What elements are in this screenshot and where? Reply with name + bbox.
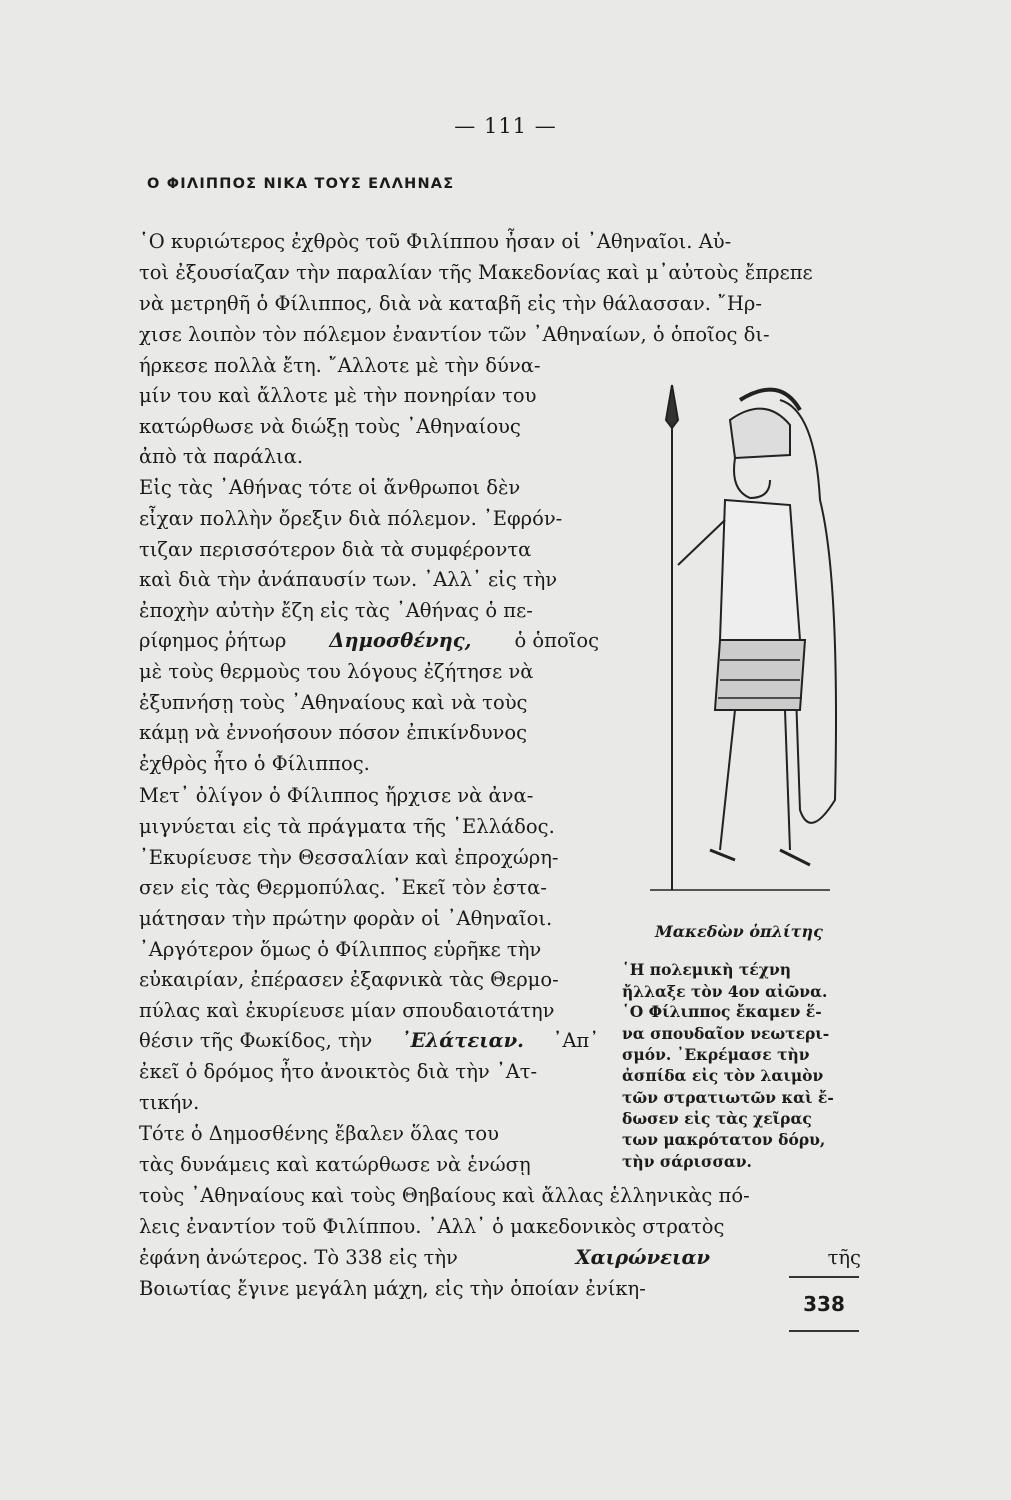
body-line <box>139 848 599 868</box>
body-line-text: ἐχθρὸς ἦτο ὁ Φίλιππος. <box>139 752 370 775</box>
face <box>734 458 770 498</box>
body-line-text: χισε λοιπὸν τὸν πόλεμον ἐναντίον τῶν ᾽Αθηναίων, ὁ ὁποῖος δι- <box>139 323 770 346</box>
body-line-continuation: ὁ ὁποῖος <box>514 629 599 652</box>
body-line <box>139 909 599 929</box>
body-line <box>139 509 599 529</box>
caption-line: ἤλλαξε τὸν 4ον αἰῶνα. <box>622 982 828 1001</box>
body-line <box>139 878 599 898</box>
body-line <box>139 723 599 743</box>
body-line-text: Βοιωτίας ἔγινε μεγάλη μάχη, εἰς τὴν ὁποίαν ἐνίκη- <box>139 1277 646 1300</box>
body-line-text: θέσιν τῆς Φωκίδος, τὴν <box>139 1029 373 1052</box>
spear-tip <box>666 385 678 428</box>
helmet <box>730 409 790 458</box>
body-line-text: λεις ἐναντίον τοῦ Φιλίππου. ᾽Αλλ᾽ ὁ μακεδονικὸς στρατὸς <box>139 1215 725 1238</box>
body-line-text: ρίφημος ῥήτωρ <box>139 629 287 652</box>
body-line-text: μὲ τοὺς θερμοὺς του λόγους ἐζήτησε νὰ <box>139 660 534 683</box>
body-line-text: μίν του καὶ ἄλλοτε μὲ τὴν πονηρίαν του <box>139 384 537 407</box>
body-line-text: σεν εἰς τὰς Θερμοπύλας. ᾽Εκεῖ τὸν ἐστα- <box>139 876 547 899</box>
margin-stamp: 338 <box>789 1276 859 1332</box>
body-line-text: ῾Ο κυριώτερος ἐχθρὸς τοῦ Φιλίππου ἦσαν οἱ ᾽Αθηναῖοι. Αὐ- <box>139 230 732 253</box>
body-line <box>139 478 599 498</box>
body-line <box>139 540 599 560</box>
body-line <box>139 1155 599 1175</box>
hoplite-drawing <box>640 380 850 900</box>
body-line <box>139 263 861 283</box>
caption-line: τῶν στρατιωτῶν καὶ ἔ- <box>622 1088 834 1107</box>
body-line <box>139 1248 861 1268</box>
body-line <box>139 1217 861 1237</box>
body-line <box>139 417 599 437</box>
body-line-text: Εἰς τὰς ᾽Αθήνας τότε οἱ ἄνθρωποι δὲν <box>139 476 521 499</box>
page-number: — 111 — <box>454 114 557 138</box>
body-line-text: ἐξυπνήσῃ τοὺς ᾽Αθηναίους καὶ νὰ τοὺς <box>139 691 528 714</box>
body-line-text: εἶχαν πολλὴν ὄρεξιν διὰ πόλεμον. ᾽Εφρόν- <box>139 507 563 530</box>
body-line <box>139 601 599 621</box>
body-line-text: τικήν. <box>139 1091 200 1114</box>
caption-line: ῾Ο Φίλιππος ἔκαμεν ἕ- <box>622 1002 822 1021</box>
tunic <box>720 500 800 640</box>
body-line-text: ᾽Αργότερον ὅμως ὁ Φίλιππος εὑρῆκε τὴν <box>139 938 542 961</box>
body-line <box>139 1062 599 1082</box>
figure-caption-title: Μακεδὼν ὁπλίτης <box>655 922 823 941</box>
body-line <box>139 940 599 960</box>
body-line <box>139 970 599 990</box>
body-line-text: τιζαν περισσότερον διὰ τὰ συμφέροντα <box>139 538 532 561</box>
body-line-text: τοὺς ᾽Αθηναίους καὶ τοὺς Θηβαίους καὶ ἄλλας ἑλληνικὰς πό- <box>139 1184 750 1207</box>
body-line-continuation: ᾽Απ᾽ <box>552 1029 599 1052</box>
body-line-text: κατώρθωσε νὰ διώξῃ τοὺς ᾽Αθηναίους <box>139 415 521 438</box>
caption-line: δωσεν εἰς τὰς χεῖρας <box>622 1109 812 1128</box>
body-line <box>139 386 599 406</box>
armor-skirt <box>715 640 805 710</box>
caption-line: ῾Η πολεμικὴ τέχνη <box>622 960 791 979</box>
body-line <box>139 631 599 651</box>
body-line-text: καὶ διὰ τὴν ἀνάπαυσίν των. ᾽Αλλ᾽ εἰς τὴν <box>139 568 558 591</box>
body-line-text: ᾽Εκυρίευσε τὴν Θεσσαλίαν καὶ ἐπροχώρη- <box>139 846 559 869</box>
body-line-text: μάτησαν τὴν πρώτην φορὰν οἱ ᾽Αθηναῖοι. <box>139 907 553 930</box>
emphasized-name: ᾽Ελάτειαν. <box>400 1029 524 1052</box>
body-line <box>139 662 599 682</box>
body-line <box>139 817 599 837</box>
body-line-text: ἐποχὴν αὐτὴν ἔζη εἰς τὰς ᾽Αθήνας ὁ πε- <box>139 599 533 622</box>
emphasized-name: Δημοσθένης, <box>329 629 472 652</box>
body-line-text: πύλας καὶ ἐκυρίευσε μίαν σπουδαιοτάτην <box>139 999 555 1022</box>
body-line-text: τὰς δυνάμεις καὶ κατώρθωσε νὰ ἑνώσῃ <box>139 1153 531 1176</box>
caption-line: ἀσπίδα εἰς τὸν λαιμὸν <box>622 1066 824 1085</box>
body-line <box>139 232 861 252</box>
arm <box>678 520 725 565</box>
body-line <box>139 693 599 713</box>
body-line <box>139 1279 861 1299</box>
body-line <box>139 294 861 314</box>
body-line-text: νὰ μετρηθῆ ὁ Φίλιππος, διὰ νὰ καταβῆ εἰς τὴν θάλασσαν. ῎Ηρ- <box>139 292 762 315</box>
body-line <box>139 447 599 467</box>
body-line <box>139 1093 599 1113</box>
body-line <box>139 570 599 590</box>
caption-line: σμόν. ᾽Εκρέμασε τὴν <box>622 1045 810 1064</box>
body-line-text: τοὶ ἐξουσίαζαν τὴν παραλίαν τῆς Μακεδονίας καὶ μ᾽αὐτοὺς ἔπρεπε <box>139 261 813 284</box>
body-line-text: Μετ᾽ ὀλίγον ὁ Φίλιππος ἤρχισε νὰ ἀνα- <box>139 784 534 807</box>
caption-line: να σπουδαῖον νεωτερι- <box>622 1024 830 1043</box>
body-line-text: εὐκαιρίαν, ἐπέρασεν ἐξαφνικὰ τὰς Θερμο- <box>139 968 559 991</box>
body-line <box>139 1124 599 1144</box>
body-line-text: ἐφάνη ἀνώτερος. Τὸ 338 εἰς τὴν <box>139 1246 458 1269</box>
body-line-text: ἀπὸ τὰ παράλια. <box>139 445 304 468</box>
body-line-text: Τότε ὁ Δημοσθένης ἔβαλεν ὅλας του <box>139 1122 499 1145</box>
hoplite-illustration <box>640 380 850 900</box>
body-line <box>139 325 861 345</box>
body-line <box>139 1001 599 1021</box>
chapter-heading: Ο ΦΙΛΙΠΠΟΣ ΝΙΚΑ ΤΟΥΣ ΕΛΛΗΝΑΣ <box>147 176 455 192</box>
body-line <box>139 1186 861 1206</box>
body-line-text: ἐκεῖ ὁ δρόμος ἦτο ἀνοικτὸς διὰ τὴν ᾽Ατ- <box>139 1060 538 1083</box>
body-line-text: μιγνύεται εἰς τὰ πράγματα τῆς ῾Ελλάδος. <box>139 815 555 838</box>
body-line <box>139 356 599 376</box>
caption-line: των μακρότατον δόρυ, <box>622 1130 826 1149</box>
body-line <box>139 754 599 774</box>
body-line-text: κάμῃ νὰ ἐννοήσουν πόσον ἐπικίνδυνος <box>139 721 528 744</box>
caption-line: τὴν σάρισσαν. <box>622 1152 752 1171</box>
body-line <box>139 1031 599 1051</box>
body-line-continuation: τῆς <box>827 1246 861 1269</box>
emphasized-name: Χαιρώνειαν <box>575 1246 710 1269</box>
body-line <box>139 786 599 806</box>
body-line-text: ήρκεσε πολλὰ ἔτη. ῎Αλλοτε μὲ τὴν δύνα- <box>139 354 541 377</box>
